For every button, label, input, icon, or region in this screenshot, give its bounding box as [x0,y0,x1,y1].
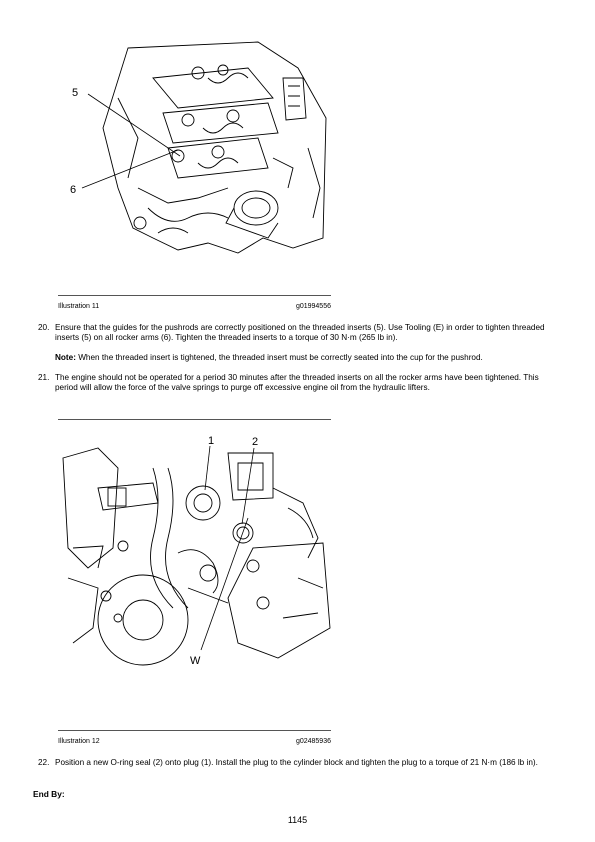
caption-image-id: g02485936 [295,738,331,745]
caption-label: Illustration 11 [58,303,100,310]
callout-w: W [190,655,201,667]
step-text: Ensure that the guides for the pushrods are correctly positioned on the threaded inserts (5). Use Tooling (E) in order to tighten threaded inserts (5) on all rocker arms (6). Tighten the threaded inserts to a torque of 30 N·m (265 lb in). [55,323,545,342]
caption-rule [58,295,331,296]
end-by-heading: End By: [33,789,65,799]
rocker-arm-drawing [58,38,331,288]
note-text: When the threaded insert is tightened, the threaded insert must be correctly seated into the cup for the pushrod. [78,353,483,362]
caption-rule [58,730,331,731]
cylinder-block-plug-drawing [58,428,331,718]
step-text: Position a new O-ring seal (2) onto plug (1). Install the plug to the cylinder block and tighten the plug to a torque of 21 N·m (186 lb in). [55,758,538,767]
step-text: The engine should not be operated for a period 30 minutes after the threaded inserts on all the rocker arms have been tightened. This period will allow the force of the valve springs to purge off excessive engine oil from the hydraulic lifters. [55,373,539,392]
callout-6: 6 [70,184,77,196]
step-number: 21. [38,373,50,382]
figure-top-rule [58,419,331,420]
callout-5: 5 [72,87,79,99]
callout-2: 2 [252,436,259,448]
illustration-11 [58,38,331,288]
note [55,353,555,363]
caption-image-id: g01994556 [295,303,331,310]
illustration-12 [58,428,331,718]
page-number: 1145 [287,815,308,825]
step-number: 22. [38,758,50,767]
callout-1: 1 [208,435,215,447]
step-number: 20. [38,323,50,332]
note-label: Note: [55,353,76,362]
caption-label: Illustration 12 [58,738,100,745]
